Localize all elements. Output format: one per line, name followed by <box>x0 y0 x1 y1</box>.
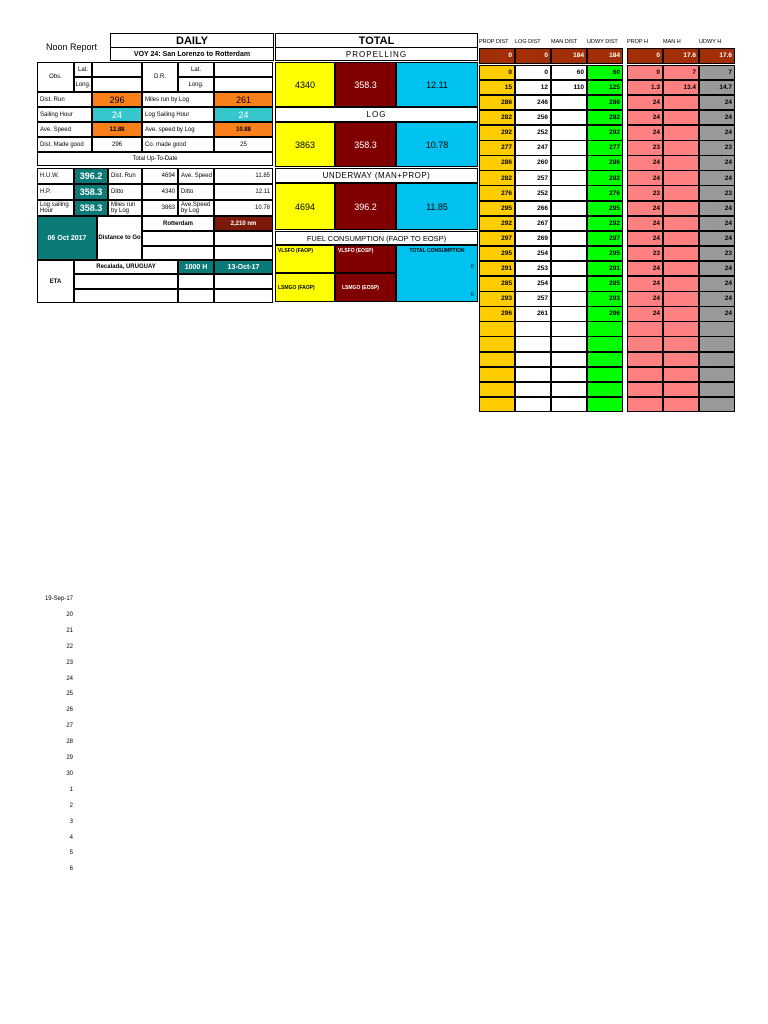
grid-cell-prop-dist[interactable]: 296 <box>479 306 515 322</box>
grid-cell-udwy-h[interactable]: 24 <box>699 231 735 247</box>
grid-cell-man-dist[interactable] <box>551 231 587 247</box>
huw-label: H.U.W. <box>37 168 74 184</box>
grid-cell-prop-dist[interactable] <box>479 397 515 413</box>
grid-cell-man-h[interactable] <box>663 336 699 352</box>
date-label: 27 <box>66 723 73 730</box>
grid-cell-udwy-h[interactable]: 24 <box>699 291 735 307</box>
grid-cell-man-dist[interactable] <box>551 216 587 232</box>
grid-cell-man-h[interactable] <box>663 367 699 383</box>
grid-cell-udwy-h[interactable]: 14.7 <box>699 80 735 96</box>
grid-cell-man-h[interactable] <box>663 216 699 232</box>
date-label: 19-Sep-17 <box>44 596 73 602</box>
grid-cell-udwy-dist[interactable]: 286 <box>587 155 623 171</box>
grid-cell-log-dist[interactable]: 12 <box>515 80 551 96</box>
date-label: 21 <box>66 627 73 634</box>
grid-cell-man-h[interactable] <box>663 140 699 156</box>
huw-value: 396.2 <box>74 168 108 184</box>
grid-cell-log-dist[interactable]: 267 <box>515 216 551 232</box>
grid-cell-prop-dist[interactable]: 282 <box>479 110 515 126</box>
log-sailing-hour-label: Log Sailing Hour <box>142 107 214 122</box>
grid-cell-log-dist[interactable]: 254 <box>515 246 551 262</box>
grid-cell-udwy-h[interactable]: 24 <box>699 125 735 141</box>
grid-cell-udwy-h[interactable]: 24 <box>699 170 735 186</box>
dist-run-value: 296 <box>92 92 142 107</box>
daily-heading: DAILY <box>110 33 274 47</box>
grid-cell-prop-h[interactable]: 23 <box>627 140 663 156</box>
grid-cell-man-dist[interactable] <box>551 110 587 126</box>
date-label: 20 <box>66 611 73 618</box>
grid-cell-udwy-h[interactable]: 24 <box>699 110 735 126</box>
t-ave-speed-label: Ave. Speed <box>178 168 214 184</box>
grid-cell-udwy-h[interactable]: 24 <box>699 155 735 171</box>
underway-heading: UNDERWAY (MAN+PROP) <box>275 168 478 183</box>
grid-cell-udwy-dist[interactable]: 277 <box>587 140 623 156</box>
grid-cell-udwy-h[interactable]: 24 <box>699 261 735 277</box>
grid-cell-prop-dist[interactable] <box>479 382 515 398</box>
dr-lat-label: Lat. <box>178 62 214 77</box>
underway-distance: 4694 <box>275 183 335 230</box>
date-label: 4 <box>69 834 73 841</box>
t-dist-run-label: Dist. Run <box>108 168 142 184</box>
grid-cell-prop-h[interactable]: 24 <box>627 170 663 186</box>
grid-cell-prop-h[interactable]: 23 <box>627 185 663 201</box>
dr-long-value <box>214 77 273 92</box>
date-label: 22 <box>66 643 73 650</box>
grid-cell-man-h[interactable] <box>663 291 699 307</box>
distance-blank-2 <box>214 231 273 246</box>
grid-cell-man-h[interactable] <box>663 231 699 247</box>
grid-cell-man-h[interactable] <box>663 95 699 111</box>
grid-cell-prop-h[interactable]: 23 <box>627 246 663 262</box>
grid-cell-udwy-h[interactable] <box>699 321 735 337</box>
grid-cell-prop-h[interactable] <box>627 382 663 398</box>
dr-label: D.R. <box>142 62 178 92</box>
underway-speed: 11.85 <box>396 183 478 230</box>
underway-hours: 396.2 <box>335 183 396 230</box>
grid-cell-man-dist[interactable] <box>551 201 587 217</box>
grid-cell-man-h[interactable]: 13.4 <box>663 80 699 96</box>
report-date: 06 Oct 2017 <box>37 216 97 260</box>
grid-cell-prop-h[interactable]: 24 <box>627 216 663 232</box>
grid-cell-udwy-h[interactable]: 23 <box>699 185 735 201</box>
sailing-hour-value: 24 <box>92 107 142 122</box>
grid-cell-udwy-dist[interactable]: 276 <box>587 185 623 201</box>
fuel-heading: FUEL CONSUMPTION (FAOP TO EOSP) <box>275 231 478 245</box>
hp-label: H.P. <box>37 184 74 200</box>
grid-cell-udwy-dist[interactable]: 292 <box>587 125 623 141</box>
ave-speed-log-label: Ave. speed by Log <box>142 122 214 137</box>
grid-cell-prop-h[interactable]: 24 <box>627 306 663 322</box>
grid-cell-prop-h[interactable] <box>627 352 663 368</box>
grid-cell-man-h[interactable] <box>663 110 699 126</box>
grid-cell-prop-dist[interactable]: 276 <box>479 185 515 201</box>
grid-cell-man-h[interactable] <box>663 352 699 368</box>
eta-blank-4 <box>74 289 178 303</box>
distance-blank-3 <box>142 246 214 260</box>
miles-by-log-label: Miles run by Log <box>108 200 142 216</box>
grid-cell-man-dist[interactable] <box>551 246 587 262</box>
grid-cell-man-dist[interactable] <box>551 336 587 352</box>
total-cell-log-dist: 0 <box>515 48 551 64</box>
grid-cell-man-dist[interactable] <box>551 140 587 156</box>
log-sailing-hour-value: 24 <box>214 107 273 122</box>
grid-cell-prop-dist[interactable]: 286 <box>479 155 515 171</box>
grid-cell-udwy-dist[interactable] <box>587 382 623 398</box>
dr-lat-value <box>214 62 273 77</box>
grid-cell-udwy-h[interactable]: 23 <box>699 140 735 156</box>
header-prop-dist: PROP DIST <box>479 39 509 45</box>
date-label: 25 <box>66 691 73 698</box>
grid-cell-log-dist[interactable] <box>515 352 551 368</box>
date-label: 1 <box>69 786 73 793</box>
eta-blank-3 <box>214 274 273 289</box>
date-label: 26 <box>66 707 73 714</box>
log-speed: 10.78 <box>396 122 478 167</box>
total-up-label: Total Up-To-Date <box>37 152 273 166</box>
eta-blank-6 <box>214 289 273 303</box>
grid-cell-udwy-h[interactable]: 24 <box>699 216 735 232</box>
ditto2-label: Ditto <box>178 184 214 200</box>
date-label: 24 <box>66 675 73 682</box>
grid-cell-log-dist[interactable] <box>515 321 551 337</box>
co-good-label: Co. made good <box>142 137 214 152</box>
date-label: 30 <box>66 770 73 777</box>
grid-cell-udwy-dist[interactable] <box>587 352 623 368</box>
miles-by-log-value: 3863 <box>142 200 178 216</box>
co-good-value: 25 <box>214 137 273 152</box>
header-man-dist: MAN DIST <box>551 39 578 45</box>
grid-cell-prop-h[interactable] <box>627 336 663 352</box>
grid-cell-man-dist[interactable] <box>551 276 587 292</box>
grid-cell-log-dist[interactable] <box>515 367 551 383</box>
grid-cell-prop-dist[interactable]: 0 <box>479 65 515 81</box>
fuel-zero-1: 0 <box>471 264 474 270</box>
propelling-speed: 12.11 <box>396 62 478 107</box>
grid-cell-prop-h[interactable] <box>627 321 663 337</box>
grid-cell-man-h[interactable] <box>663 155 699 171</box>
grid-cell-prop-dist[interactable]: 292 <box>479 216 515 232</box>
grid-cell-udwy-dist[interactable]: 125 <box>587 80 623 96</box>
grid-cell-udwy-h[interactable]: 24 <box>699 306 735 322</box>
total-heading: TOTAL <box>275 33 478 47</box>
grid-cell-man-dist[interactable] <box>551 170 587 186</box>
grid-cell-man-h[interactable]: 7 <box>663 65 699 81</box>
dist-good-value: 296 <box>92 137 142 152</box>
log-heading: LOG <box>275 107 478 122</box>
grid-cell-log-dist[interactable]: 256 <box>515 110 551 126</box>
t-dist-run-value: 4694 <box>142 168 178 184</box>
grid-cell-man-h[interactable] <box>663 246 699 262</box>
grid-cell-prop-h[interactable]: 24 <box>627 125 663 141</box>
grid-cell-udwy-dist[interactable]: 292 <box>587 216 623 232</box>
grid-cell-man-h[interactable] <box>663 201 699 217</box>
obs-label: Obs. <box>37 62 74 92</box>
grid-cell-log-dist[interactable]: 266 <box>515 201 551 217</box>
sailing-hour-label: Sailing Hour <box>37 107 92 122</box>
miles-log-value: 261 <box>214 92 273 107</box>
propelling-heading: PROPELLING <box>275 47 478 61</box>
obs-lat-value <box>92 62 142 77</box>
grid-cell-man-dist[interactable] <box>551 95 587 111</box>
voyage-label: VOY 24: San Lorenzo to Rotterdam <box>110 47 274 61</box>
grid-cell-log-dist[interactable]: 246 <box>515 95 551 111</box>
port-label: Rotterdam <box>142 216 214 231</box>
obs-lat-label: Lat. <box>74 62 92 77</box>
eta-blank-2 <box>178 274 214 289</box>
grid-cell-prop-dist[interactable]: 282 <box>479 170 515 186</box>
log-sailing-label: Log sailing Hour <box>37 200 74 216</box>
ditto2-value: 12.11 <box>214 184 273 200</box>
grid-cell-log-dist[interactable]: 253 <box>515 261 551 277</box>
fuel-zero-2: 0 <box>471 292 474 298</box>
grid-cell-udwy-h[interactable]: 24 <box>699 276 735 292</box>
eta-date: 13-Oct-17 <box>214 260 273 274</box>
grid-cell-udwy-h[interactable] <box>699 336 735 352</box>
distance-to-go-label: Distance to Go <box>97 216 142 260</box>
grid-cell-man-dist[interactable] <box>551 125 587 141</box>
header-udwy-dist: UDWY DIST <box>587 39 618 45</box>
grid-cell-man-dist[interactable] <box>551 352 587 368</box>
grid-cell-udwy-dist[interactable] <box>587 321 623 337</box>
grid-cell-man-h[interactable] <box>663 306 699 322</box>
grid-cell-prop-dist[interactable]: 291 <box>479 261 515 277</box>
lsmgo-faop-label: LSMGO (FAOP) <box>275 273 335 302</box>
total-cell-udwy-h: 17.6 <box>699 48 735 64</box>
ave-speed-log-value: 10.88 <box>214 122 273 137</box>
grid-cell-prop-h[interactable]: 24 <box>627 201 663 217</box>
miles-log-label: Miles run by Log <box>142 92 214 107</box>
grid-cell-udwy-dist[interactable]: 296 <box>587 306 623 322</box>
grid-cell-man-dist[interactable] <box>551 155 587 171</box>
grid-cell-udwy-dist[interactable]: 295 <box>587 201 623 217</box>
grid-cell-prop-h[interactable]: 24 <box>627 95 663 111</box>
grid-cell-udwy-dist[interactable]: 282 <box>587 110 623 126</box>
ave-speed-by-log-label: Ave.Speed by Log <box>178 200 214 216</box>
grid-cell-prop-dist[interactable] <box>479 321 515 337</box>
grid-cell-man-h[interactable] <box>663 170 699 186</box>
grid-cell-udwy-dist[interactable] <box>587 336 623 352</box>
grid-cell-udwy-dist[interactable]: 60 <box>587 65 623 81</box>
dist-good-label: Dist. Made good <box>37 137 92 152</box>
grid-cell-prop-h[interactable]: 24 <box>627 291 663 307</box>
grid-cell-udwy-dist[interactable]: 282 <box>587 170 623 186</box>
grid-cell-log-dist[interactable] <box>515 397 551 413</box>
t-ave-speed-value: 11.85 <box>214 168 273 184</box>
grid-cell-log-dist[interactable]: 254 <box>515 276 551 292</box>
grid-cell-prop-dist[interactable]: 15 <box>479 80 515 96</box>
grid-cell-udwy-dist[interactable]: 293 <box>587 291 623 307</box>
total-cell-man-dist: 184 <box>551 48 587 64</box>
date-label: 29 <box>66 755 73 761</box>
grid-cell-log-dist[interactable] <box>515 382 551 398</box>
log-sailing-value: 358.3 <box>74 200 108 216</box>
ditto-label: Ditto <box>108 184 142 200</box>
dist-run-label: Dist. Run <box>37 92 92 107</box>
obs-long-label: Long. <box>74 77 92 92</box>
port-distance: 2,210 nm <box>214 216 273 231</box>
grid-cell-man-dist[interactable] <box>551 397 587 413</box>
distance-blank-1 <box>142 231 214 246</box>
grid-cell-prop-h[interactable]: 24 <box>627 231 663 247</box>
page-title: Noon Report <box>46 42 98 52</box>
ave-speed-by-log-value: 10.78 <box>214 200 273 216</box>
grid-cell-log-dist[interactable]: 252 <box>515 125 551 141</box>
grid-cell-man-h[interactable] <box>663 382 699 398</box>
date-label: 28 <box>66 739 73 746</box>
grid-cell-log-dist[interactable]: 257 <box>515 291 551 307</box>
grid-cell-log-dist[interactable]: 247 <box>515 140 551 156</box>
total-cell-prop-h: 0 <box>627 48 663 64</box>
grid-cell-prop-dist[interactable]: 277 <box>479 140 515 156</box>
grid-cell-udwy-dist[interactable] <box>587 367 623 383</box>
vlsfo-faop-label: VLSFO (FAOP) <box>275 245 335 273</box>
vlsfo-eosp-label: VLSFO (EOSP) <box>335 245 396 273</box>
grid-cell-udwy-dist[interactable]: 291 <box>587 261 623 277</box>
grid-cell-udwy-h[interactable]: 24 <box>699 201 735 217</box>
grid-cell-man-h[interactable] <box>663 261 699 277</box>
propelling-hours: 358.3 <box>335 62 396 107</box>
total-consumption-label: TOTAL CONSUMPTION <box>396 245 478 302</box>
distance-blank-4 <box>214 246 273 260</box>
propelling-distance: 4340 <box>275 62 335 107</box>
grid-cell-man-h[interactable] <box>663 125 699 141</box>
grid-cell-prop-dist[interactable]: 286 <box>479 95 515 111</box>
grid-cell-man-dist[interactable] <box>551 306 587 322</box>
date-label: 23 <box>66 659 73 666</box>
grid-cell-udwy-dist[interactable] <box>587 397 623 413</box>
grid-cell-man-dist[interactable] <box>551 291 587 307</box>
grid-cell-log-dist[interactable] <box>515 336 551 352</box>
ditto-value: 4340 <box>142 184 178 200</box>
grid-cell-udwy-h[interactable] <box>699 397 735 413</box>
grid-cell-prop-dist[interactable]: 285 <box>479 276 515 292</box>
grid-cell-man-dist[interactable]: 110 <box>551 80 587 96</box>
grid-cell-prop-dist[interactable]: 292 <box>479 125 515 141</box>
log-distance: 3863 <box>275 122 335 167</box>
grid-cell-udwy-dist[interactable]: 285 <box>587 276 623 292</box>
grid-cell-udwy-h[interactable]: 24 <box>699 95 735 111</box>
eta-blank-5 <box>178 289 214 303</box>
grid-cell-log-dist[interactable]: 269 <box>515 231 551 247</box>
grid-cell-prop-h[interactable]: 24 <box>627 110 663 126</box>
dr-long-label: Long. <box>178 77 214 92</box>
grid-cell-prop-h[interactable] <box>627 367 663 383</box>
eta-blank-1 <box>74 274 178 289</box>
grid-cell-prop-dist[interactable] <box>479 336 515 352</box>
header-udwy-h: UDWY H <box>699 39 722 45</box>
header-man-h: MAN H <box>663 39 681 45</box>
grid-cell-log-dist[interactable]: 261 <box>515 306 551 322</box>
grid-cell-prop-dist[interactable]: 293 <box>479 291 515 307</box>
grid-cell-man-h[interactable] <box>663 321 699 337</box>
grid-cell-prop-dist[interactable]: 295 <box>479 246 515 262</box>
grid-cell-udwy-h[interactable] <box>699 352 735 368</box>
grid-cell-log-dist[interactable]: 0 <box>515 65 551 81</box>
date-label: 2 <box>69 802 73 809</box>
grid-cell-prop-dist[interactable] <box>479 367 515 383</box>
grid-cell-log-dist[interactable]: 257 <box>515 170 551 186</box>
grid-cell-man-dist[interactable] <box>551 321 587 337</box>
grid-cell-man-dist[interactable] <box>551 185 587 201</box>
grid-cell-man-h[interactable] <box>663 397 699 413</box>
grid-cell-log-dist[interactable]: 252 <box>515 185 551 201</box>
log-hours: 358.3 <box>335 122 396 167</box>
grid-cell-udwy-h[interactable] <box>699 367 735 383</box>
date-label: 5 <box>69 850 73 857</box>
grid-cell-log-dist[interactable]: 260 <box>515 155 551 171</box>
obs-long-value <box>92 77 142 92</box>
header-prop-h: PROP H <box>627 39 648 45</box>
grid-cell-man-dist[interactable] <box>551 261 587 277</box>
grid-cell-udwy-h[interactable]: 23 <box>699 246 735 262</box>
grid-cell-udwy-dist[interactable]: 297 <box>587 231 623 247</box>
grid-cell-udwy-h[interactable]: 7 <box>699 65 735 81</box>
grid-cell-man-h[interactable] <box>663 276 699 292</box>
grid-cell-udwy-dist[interactable]: 295 <box>587 246 623 262</box>
grid-cell-man-dist[interactable] <box>551 367 587 383</box>
grid-cell-prop-h[interactable]: 0 <box>627 65 663 81</box>
grid-cell-man-dist[interactable]: 60 <box>551 65 587 81</box>
eta-label: ETA <box>37 260 74 303</box>
grid-cell-prop-dist[interactable]: 295 <box>479 201 515 217</box>
grid-cell-man-dist[interactable] <box>551 382 587 398</box>
grid-cell-prop-dist[interactable]: 297 <box>479 231 515 247</box>
grid-cell-prop-h[interactable]: 24 <box>627 276 663 292</box>
ave-speed-value: 12.88 <box>92 122 142 137</box>
grid-cell-man-h[interactable] <box>663 185 699 201</box>
lsmgo-eosp-label: LSMGO (EOSP) <box>335 273 396 302</box>
ave-speed-label: Ave. Speed <box>37 122 92 137</box>
grid-cell-udwy-dist[interactable]: 286 <box>587 95 623 111</box>
grid-cell-udwy-h[interactable] <box>699 382 735 398</box>
total-cell-udwy-dist: 184 <box>587 48 623 64</box>
date-label: 3 <box>69 818 73 825</box>
total-cell-man-h: 17.6 <box>663 48 699 64</box>
header-log-dist: LOG DIST <box>515 39 541 45</box>
grid-cell-prop-h[interactable]: 1.3 <box>627 80 663 96</box>
grid-cell-prop-h[interactable]: 24 <box>627 261 663 277</box>
grid-cell-prop-h[interactable] <box>627 397 663 413</box>
eta-port: Recalada, URUGUAY <box>74 260 178 274</box>
grid-cell-prop-dist[interactable] <box>479 352 515 368</box>
eta-time: 1000 H <box>178 260 214 274</box>
grid-cell-prop-h[interactable]: 24 <box>627 155 663 171</box>
hp-value: 358.3 <box>74 184 108 200</box>
date-label: 6 <box>69 866 73 873</box>
total-cell-prop-dist: 0 <box>479 48 515 64</box>
